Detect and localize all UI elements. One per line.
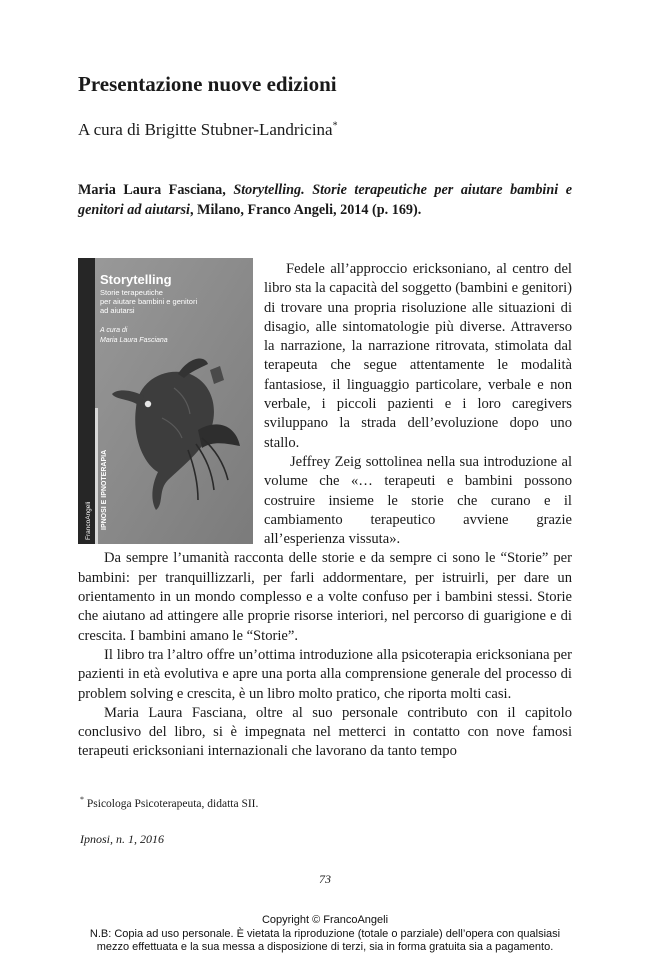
citation-author: Maria Laura Fasciana — [78, 182, 223, 198]
page-title: Presentazione nuove edizioni — [78, 72, 337, 96]
body-paragraph-4: Il libro tra l’altro offre un’ottima introduzione alla psicoterapia ericksoniana per pazienti in età evolutiva e apre una porta alla comprensione generale del processo di problem solving e crescita, è un libro molto pratico, che riporta molti casi. — [78, 646, 572, 702]
citation-publisher: , Milano, Franco Angeli, 2014 (p. 169). — [189, 202, 422, 218]
journal-reference: Ipnosi, n. 1, 2016 — [80, 832, 164, 846]
copyright-line-2: N.B: Copia ad uso personale. È vietata la riproduzione (totale o parziale) dell’opera con qualsiasi — [89, 927, 561, 940]
editor-name: A cura di Brigitte Stubner-Landricina — [78, 120, 333, 139]
body-paragraph-2: Jeffrey Zeig sottolinea nella sua introduzione al volume che «… terapeuti e bambini possono costruire insieme le storie che curano e il cambiamento terapeutico avviene grazie all’esperienza vissuta». — [264, 453, 572, 548]
body-paragraph-3: Da sempre l’umanità racconta delle storie e da sempre ci sono le “Storie” per bambini: per tranquillizzarli, per farli addormentare, per istruirli, per dare un orientamento in un mondo complesso e a volte confuso per i bambini stessi. Storie che aiutano ad attingere alle proprie risorse interiori, nel percorso di guarigione e di crescita. I bambini amano le “Storie”. — [78, 550, 572, 644]
body-paragraph-5: Maria Laura Fasciana, oltre al suo personale contributo con il capitolo conclusivo del libro, si è impegnata nel metterci in contatto con nove famosi terapeuti ericksoniani internazionali che lavorano da tanto tempo — [78, 704, 572, 760]
footnote-marker: * — [332, 120, 338, 132]
copyright-notice — [0, 914, 650, 955]
cover-float-space — [78, 260, 264, 545]
article-body — [78, 260, 572, 762]
body-paragraph-1: Fedele all’approccio ericksoniano, al centro del libro sta la capacità del soggetto (bambini e genitori) di trovare una propria risoluzione alle situazioni di disagio, alle sintomatologie più diverse. Attraverso la narrazione, la narrazione ritrovata, stimolata dal terapeuta che segue attentamente le modalità fantasiose, il linguaggio particolare, verbale e non verbale, i piccoli pazienti e i loro caregivers sviluppano la strada dell’evoluzione dopo uno stallo. — [264, 261, 572, 451]
footnote — [80, 795, 258, 810]
cover-spine-publisher: FrancoAngeli — [85, 501, 92, 540]
copyright-line-3: mezzo effettuata e la sua messa a disposizione di terzi, sia in forma gratuita sia a pagamento. — [96, 941, 554, 953]
cover-spine-series: IPNOSI E IPNOTERAPIA — [101, 449, 108, 530]
citation-book-title: Storytelling. Storie terapeutiche per aiutare bambini e genitori ad aiutarsi — [78, 182, 573, 218]
cover-subtitle-line1: Storie terapeutiche — [100, 288, 163, 297]
copyright-line-1: Copyright © FrancoAngeli — [261, 914, 389, 926]
cover-subtitle-line3: ad aiutarsi — [100, 306, 135, 315]
page-number: 73 — [319, 872, 331, 886]
citation-separator: , — [222, 182, 234, 198]
footnote-mark: * — [80, 795, 84, 804]
footnote-text: Psicologa Psicoterapeuta, didatta SII. — [86, 797, 259, 810]
cover-subtitle-line2: per aiutare bambini e genitori — [100, 297, 198, 306]
editor-line — [78, 120, 338, 140]
book-citation — [78, 180, 572, 220]
cover-author-name: Maria Laura Fasciana — [100, 337, 168, 344]
cover-author-label: A cura di — [100, 327, 128, 334]
cover-title: Storytelling — [100, 272, 172, 287]
